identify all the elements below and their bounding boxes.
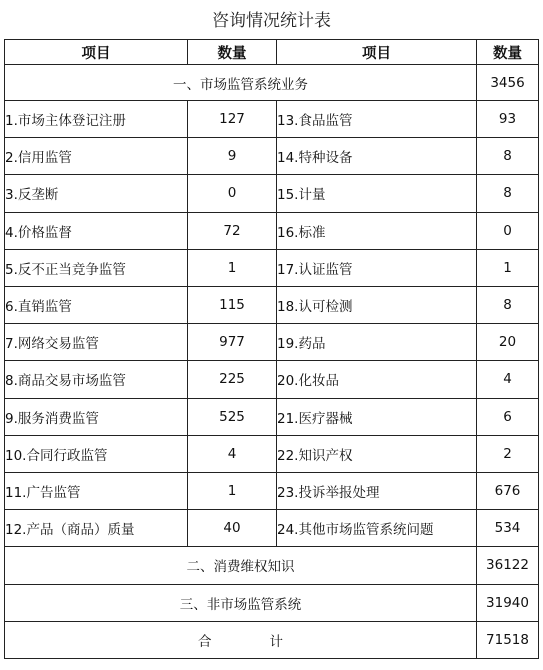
item-count: 6 xyxy=(477,398,539,435)
item-count: 225 xyxy=(188,361,277,398)
table-row xyxy=(5,361,539,398)
item-count: 93 xyxy=(477,101,539,138)
item-count: 115 xyxy=(188,286,277,323)
item-name: 8.商品交易市场监管 xyxy=(5,361,188,398)
header-count-right: 数量 xyxy=(477,40,539,65)
item-count: 977 xyxy=(188,324,277,361)
item-name: 9.服务消费监管 xyxy=(5,398,188,435)
item-count: 0 xyxy=(188,175,277,212)
table-row xyxy=(5,398,539,435)
table-row xyxy=(5,472,539,509)
section-label: 一、市场监管系统业务 xyxy=(5,65,477,101)
item-count: 525 xyxy=(188,398,277,435)
table-row xyxy=(5,286,539,323)
item-name: 2.信用监管 xyxy=(5,138,188,175)
consultation-stats-table xyxy=(4,39,539,659)
item-name: 19.药品 xyxy=(277,324,477,361)
item-name: 17.认证监管 xyxy=(277,249,477,286)
header-item-left: 项目 xyxy=(5,40,188,65)
item-count: 4 xyxy=(188,435,277,472)
item-name: 14.特种设备 xyxy=(277,138,477,175)
item-name: 21.医疗器械 xyxy=(277,398,477,435)
item-count: 72 xyxy=(188,212,277,249)
table-row xyxy=(5,510,539,547)
header-count-left: 数量 xyxy=(188,40,277,65)
item-count: 4 xyxy=(477,361,539,398)
table-row xyxy=(5,101,539,138)
item-count: 9 xyxy=(188,138,277,175)
item-name: 1.市场主体登记注册 xyxy=(5,101,188,138)
total-value: 71518 xyxy=(477,621,539,658)
item-name: 11.广告监管 xyxy=(5,472,188,509)
item-name: 5.反不正当竞争监管 xyxy=(5,249,188,286)
item-count: 676 xyxy=(477,472,539,509)
total-label xyxy=(5,621,477,658)
table-row xyxy=(5,212,539,249)
item-name: 12.产品（商品）质量 xyxy=(5,510,188,547)
item-name: 6.直销监管 xyxy=(5,286,188,323)
section-label: 三、非市场监管系统 xyxy=(5,584,477,621)
table-row xyxy=(5,175,539,212)
section-value: 36122 xyxy=(477,547,539,584)
item-count: 2 xyxy=(477,435,539,472)
item-count: 8 xyxy=(477,138,539,175)
table-row xyxy=(5,435,539,472)
table-row xyxy=(5,324,539,361)
table-title: 咨询情况统计表 xyxy=(212,11,331,31)
total-row xyxy=(5,621,539,658)
section-row-consumer-rights xyxy=(5,547,539,584)
section-value: 3456 xyxy=(477,65,539,101)
item-name: 20.化妆品 xyxy=(277,361,477,398)
item-name: 18.认可检测 xyxy=(277,286,477,323)
item-name: 7.网络交易监管 xyxy=(5,324,188,361)
item-count: 8 xyxy=(477,286,539,323)
item-name: 4.价格监督 xyxy=(5,212,188,249)
total-label-char-a: 合 xyxy=(198,633,212,650)
item-name: 10.合同行政监管 xyxy=(5,435,188,472)
item-count: 0 xyxy=(477,212,539,249)
section-value: 31940 xyxy=(477,584,539,621)
item-name: 22.知识产权 xyxy=(277,435,477,472)
section-label: 二、消费维权知识 xyxy=(5,547,477,584)
total-label-char-b: 计 xyxy=(269,633,283,650)
item-count: 127 xyxy=(188,101,277,138)
item-name: 23.投诉举报处理 xyxy=(277,472,477,509)
item-count: 1 xyxy=(188,249,277,286)
table-row xyxy=(5,249,539,286)
item-count: 8 xyxy=(477,175,539,212)
header-row xyxy=(5,40,539,65)
section-row-market-supervision xyxy=(5,65,539,101)
item-count: 1 xyxy=(477,249,539,286)
item-count: 20 xyxy=(477,324,539,361)
table-row xyxy=(5,138,539,175)
item-name: 24.其他市场监管系统问题 xyxy=(277,510,477,547)
item-name: 3.反垄断 xyxy=(5,175,188,212)
item-count: 40 xyxy=(188,510,277,547)
item-count: 534 xyxy=(477,510,539,547)
item-name: 16.标准 xyxy=(277,212,477,249)
item-name: 13.食品监管 xyxy=(277,101,477,138)
item-count: 1 xyxy=(188,472,277,509)
header-item-right: 项目 xyxy=(277,40,477,65)
item-name: 15.计量 xyxy=(277,175,477,212)
section-row-non-market-supervision xyxy=(5,584,539,621)
